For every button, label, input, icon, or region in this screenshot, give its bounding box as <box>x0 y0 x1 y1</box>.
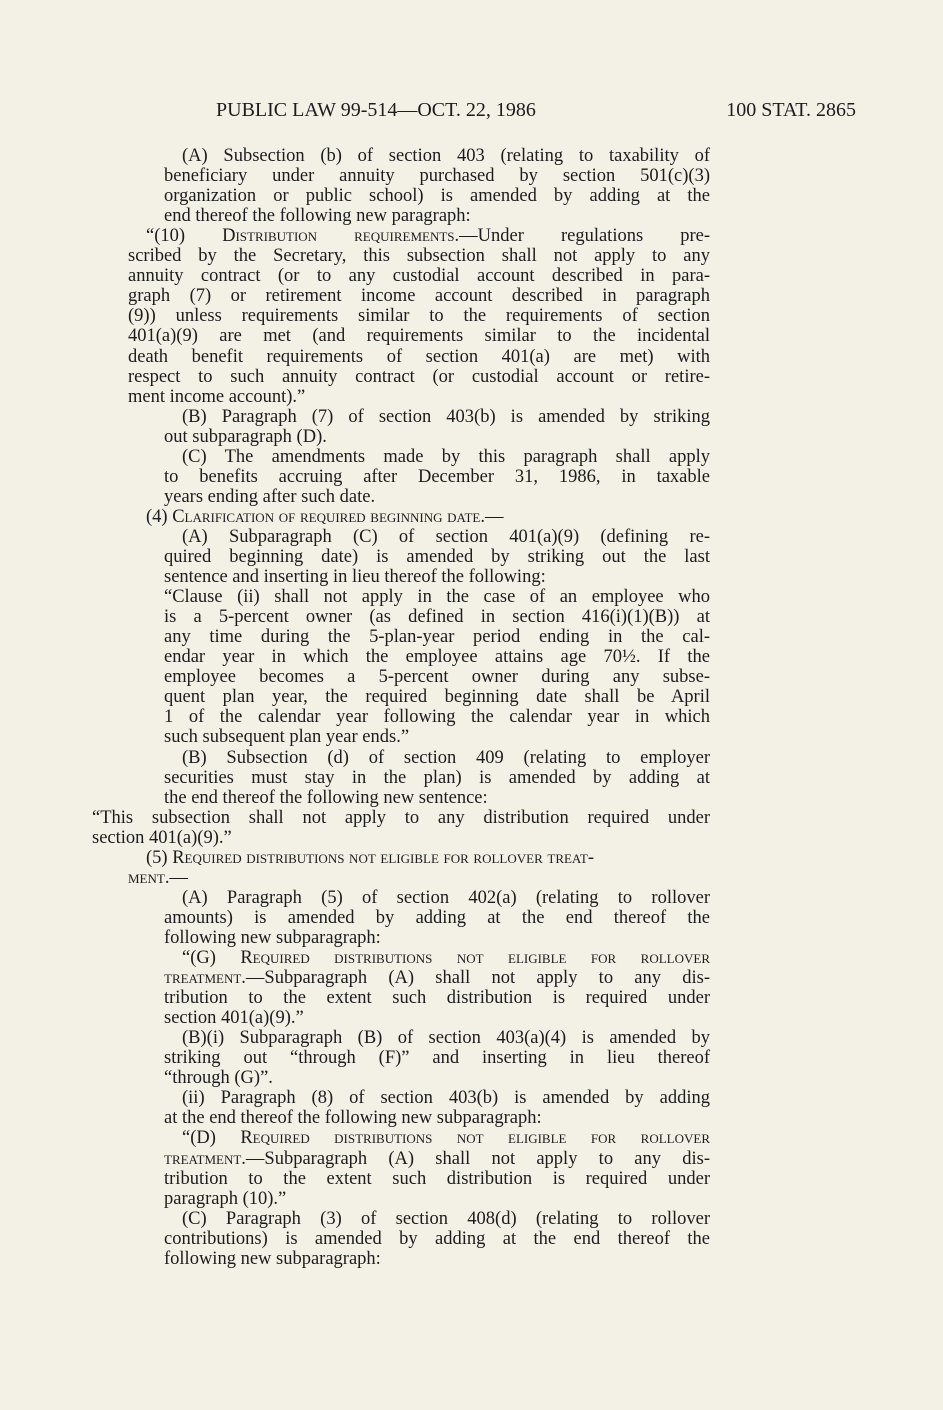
line-text: graph (7) or retirement income account described in paragraph <box>128 286 710 307</box>
text-line <box>128 367 710 387</box>
line-text: quired beginning date) is amended by striking out the last <box>164 547 710 567</box>
line-text: death benefit requirements of section 401(a) are met) with <box>128 346 710 367</box>
text-line <box>164 487 710 507</box>
text-line <box>164 707 710 727</box>
line-text: following new subparagraph: <box>164 1248 381 1269</box>
text-line <box>164 1068 710 1088</box>
text-line <box>128 246 710 266</box>
line-text: years ending after such date. <box>164 486 376 507</box>
text-line <box>164 1169 710 1189</box>
text-line <box>164 1149 710 1169</box>
text-line <box>146 507 710 527</box>
text-line <box>128 326 710 346</box>
line-text: any time during the 5-plan-year period ending in the cal- <box>164 627 710 648</box>
line-text: “Clause (ii) shall not apply in the case of an employee who <box>164 587 710 608</box>
text-line <box>128 306 710 326</box>
text-line <box>92 808 710 828</box>
text-line <box>164 968 710 988</box>
line-text: —Under regulations pre- <box>459 226 711 247</box>
line-text: 401(a)(9) are met (and requirements similar to the incidental <box>128 326 710 347</box>
text-line <box>164 1048 710 1068</box>
text-line <box>128 347 710 367</box>
text-line <box>164 928 710 948</box>
line-text: such subsequent plan year ends.” <box>164 727 410 748</box>
line-text: — <box>169 867 188 888</box>
section-heading: ment. <box>128 867 170 888</box>
text-line <box>164 687 710 707</box>
line-text: beneficiary under annuity purchased by section 501(c)(3) <box>164 166 710 187</box>
text-line <box>164 788 710 808</box>
line-text: 1 of the calendar year following the calendar year in which <box>164 707 710 728</box>
text-line <box>164 647 710 667</box>
section-heading: “(10) Distribution requirements. <box>146 226 460 247</box>
text-line <box>182 948 710 968</box>
text-line <box>128 868 710 888</box>
line-text: — <box>484 506 504 527</box>
line-text: at the end thereof the following new subparagraph: <box>164 1108 542 1129</box>
text-line <box>164 206 710 226</box>
text-line <box>182 447 710 467</box>
text-line <box>164 988 710 1008</box>
line-text: section 401(a)(9).” <box>164 1008 304 1029</box>
section-heading: “(D) Required distributions not eligible for rollover <box>182 1128 710 1149</box>
text-line <box>92 828 710 848</box>
statute-reference: 100 STAT. 2865 <box>726 99 856 121</box>
line-text: annuity contract (or to any custodial account described in para- <box>128 266 710 287</box>
text-line <box>182 1128 710 1148</box>
line-text: tribution to the extent such distribution is required under <box>164 988 710 1009</box>
text-line <box>164 1108 710 1128</box>
page-title: PUBLIC LAW 99-514—OCT. 22, 1986 <box>216 99 536 121</box>
text-line <box>164 768 710 788</box>
text-line <box>164 727 710 747</box>
text-line <box>164 1008 710 1028</box>
text-line <box>128 387 710 407</box>
text-line <box>164 1229 710 1249</box>
line-text: (9)) unless requirements similar to the requirements of section <box>128 306 710 327</box>
line-text: (B) Subsection (d) of section 409 (relating to employer <box>182 747 710 768</box>
line-text: —Subparagraph (A) shall not apply to any dis- <box>245 968 710 989</box>
line-text: amounts) is amended by adding at the end thereof the <box>164 907 710 928</box>
line-text: —Subparagraph (A) shall not apply to any dis- <box>245 1148 710 1169</box>
line-text: (C) The amendments made by this paragraph shall apply <box>182 446 710 467</box>
line-text: (A) Subsection (b) of section 403 (relating to taxability of <box>182 146 710 166</box>
text-line <box>164 627 710 647</box>
line-text: employee becomes a 5-percent owner during any subse- <box>164 667 710 688</box>
text-line <box>182 146 710 166</box>
line-text: the end thereof the following new sentence: <box>164 787 488 808</box>
line-text: scribed by the Secretary, this subsection shall not apply to any <box>128 246 710 267</box>
line-text: end thereof the following new paragraph: <box>164 206 471 227</box>
line-text: (ii) Paragraph (8) of section 403(b) is amended by adding <box>182 1088 710 1109</box>
text-line <box>164 667 710 687</box>
text-line <box>182 1209 710 1229</box>
line-text: is a 5-percent owner (as defined in section 416(i)(1)(B)) at <box>164 607 710 628</box>
text-line <box>164 1249 710 1269</box>
line-text: contributions) is amended by adding at the end thereof the <box>164 1228 710 1249</box>
text-line <box>182 527 710 547</box>
section-heading: (4) Clarification of required beginning date. <box>146 506 485 527</box>
text-line <box>164 587 710 607</box>
section-heading: (5) Required distributions not eligible for rollover treat- <box>146 847 594 868</box>
line-text: quent plan year, the required beginning date shall be April <box>164 687 710 708</box>
text-line <box>182 748 710 768</box>
line-text: (C) Paragraph (3) of section 408(d) (relating to rollover <box>182 1208 710 1229</box>
text-line <box>182 407 710 427</box>
line-text: (B)(i) Subparagraph (B) of section 403(a)(4) is amended by <box>182 1028 710 1049</box>
text-line <box>146 226 710 246</box>
line-text: (A) Subparagraph (C) of section 401(a)(9) (defining re- <box>182 526 710 547</box>
text-line <box>164 547 710 567</box>
line-text: securities must stay in the plan) is amended by adding at <box>164 767 710 788</box>
line-text: to benefits accruing after December 31, 1986, in taxable <box>164 466 710 487</box>
line-text: (A) Paragraph (5) of section 402(a) (relating to rollover <box>182 887 710 908</box>
text-line <box>164 607 710 627</box>
section-heading: treatment. <box>164 968 246 989</box>
text-line <box>146 848 710 868</box>
text-line <box>164 908 710 928</box>
text-line <box>164 467 710 487</box>
page-header <box>216 99 856 125</box>
text-line <box>164 567 710 587</box>
line-text: following new subparagraph: <box>164 927 381 948</box>
line-text: (B) Paragraph (7) of section 403(b) is amended by striking <box>182 406 710 427</box>
text-line <box>182 1088 710 1108</box>
text-line <box>128 286 710 306</box>
section-heading: “(G) Required distributions not eligible for rollover <box>182 948 710 968</box>
text-line <box>164 427 710 447</box>
text-line <box>128 266 710 286</box>
line-text: “through (G)”. <box>164 1068 273 1089</box>
section-heading: treatment. <box>164 1148 246 1169</box>
line-text: endar year in which the employee attains age 70½. If the <box>164 647 710 668</box>
text-line <box>182 888 710 908</box>
line-text: “This subsection shall not apply to any distribution required under <box>92 807 710 828</box>
line-text: organization or public school) is amended by adding at the <box>164 186 710 207</box>
line-text: paragraph (10).” <box>164 1188 287 1209</box>
line-text: section 401(a)(9).” <box>92 827 232 848</box>
line-text: out subparagraph (D). <box>164 426 327 447</box>
text-line <box>164 166 710 186</box>
text-line <box>164 186 710 206</box>
text-line <box>164 1189 710 1209</box>
line-text: respect to such annuity contract (or custodial account or retire- <box>128 366 710 387</box>
line-text: striking out “through (F)” and inserting in lieu thereof <box>164 1048 710 1069</box>
line-text: ment income account).” <box>128 386 306 407</box>
line-text: tribution to the extent such distribution is required under <box>164 1168 710 1189</box>
text-line <box>182 1028 710 1048</box>
line-text: sentence and inserting in lieu thereof the following: <box>164 567 546 588</box>
